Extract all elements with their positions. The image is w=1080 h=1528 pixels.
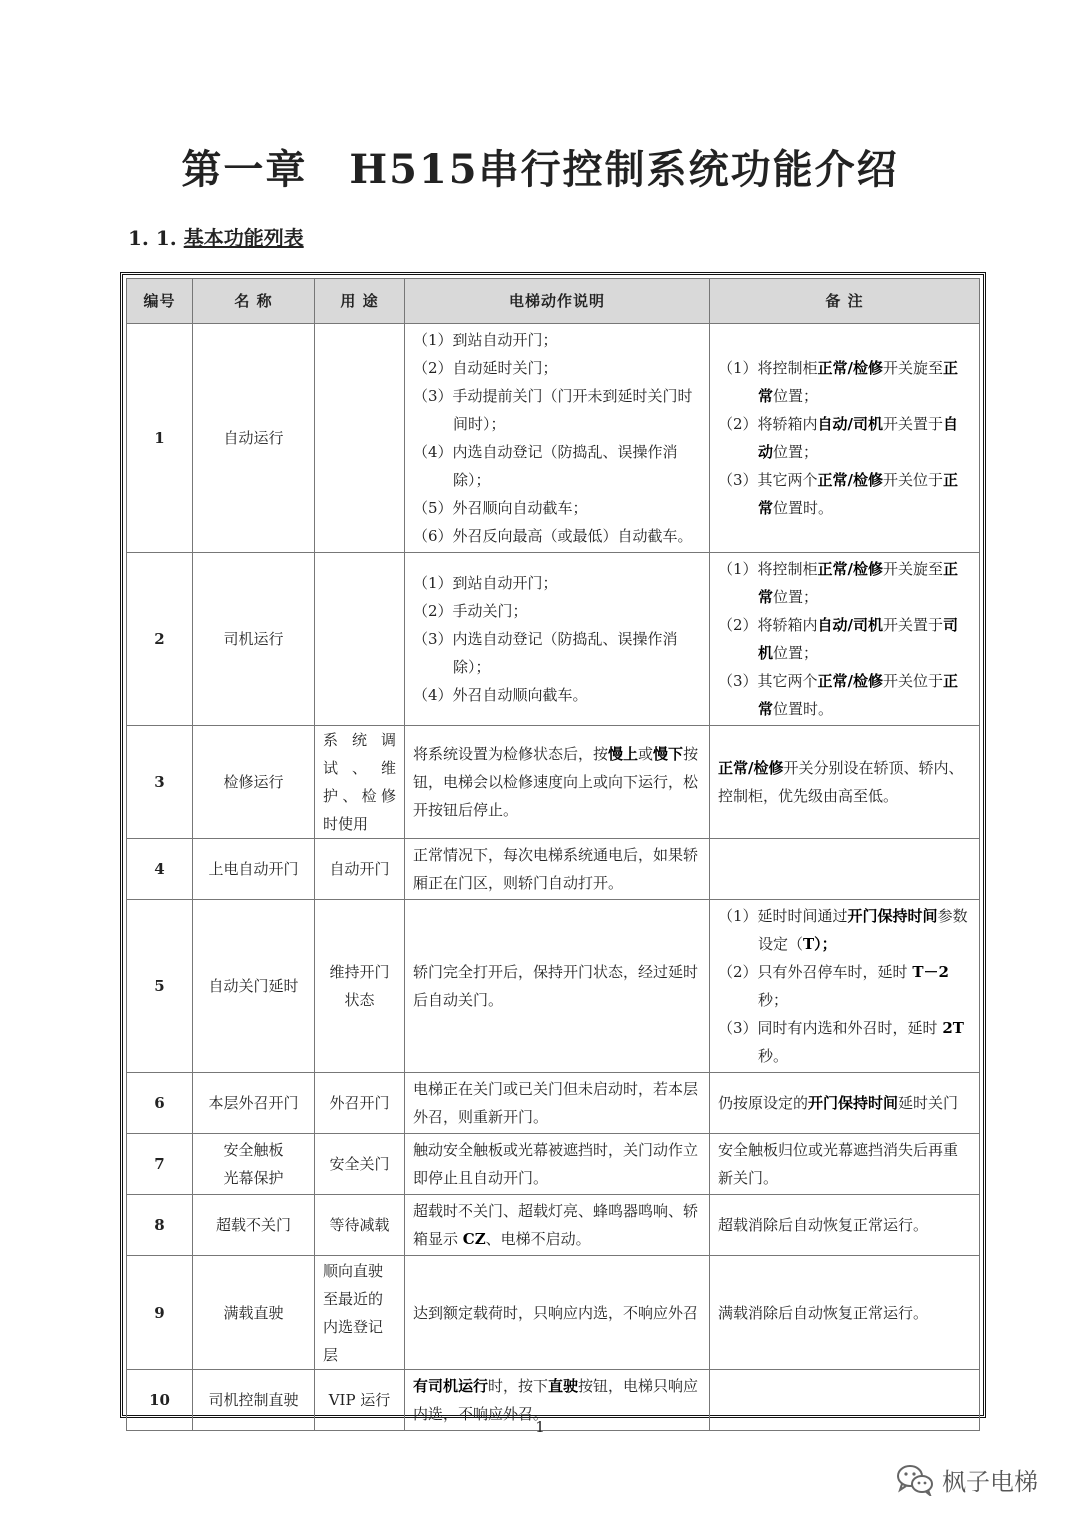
row-number: 6 bbox=[127, 1073, 193, 1134]
watermark bbox=[896, 1462, 1038, 1497]
table-row bbox=[127, 726, 980, 839]
note-item: （2）只有外召停车时，延时 T－2秒； bbox=[718, 963, 949, 1009]
row-name: 超载不关门 bbox=[193, 1195, 315, 1256]
row-name bbox=[193, 1134, 315, 1195]
row-purpose: 系统调试、维护、检修时使用 bbox=[315, 726, 405, 839]
action-item: （3）手动提前关门（门开未到延时关门时间时）； bbox=[413, 387, 693, 433]
note-item: （3）同时有内选和外召时，延时 2T秒。 bbox=[718, 1019, 964, 1065]
header-number: 编号 bbox=[127, 279, 193, 324]
table-row bbox=[127, 553, 980, 726]
table-row bbox=[127, 900, 980, 1073]
action-item: （6）外召反向最高（或最低）自动截车。 bbox=[413, 527, 693, 545]
row-purpose: 自动开门 bbox=[315, 839, 405, 900]
note-item: （2）将轿箱内自动/司机开关置于司机位置； bbox=[718, 616, 959, 662]
row-purpose: 顺向直驶至最近的内选登记层 bbox=[315, 1256, 405, 1370]
watermark-text: 枫子电梯 bbox=[942, 1468, 1038, 1496]
note-item: （1）将控制柜正常/检修开关旋至正常位置； bbox=[718, 560, 959, 606]
row-notes bbox=[710, 839, 980, 900]
row-actions: 电梯正在关门或已关门但未启动时，若本层外召，则重新开门。 bbox=[405, 1073, 710, 1134]
row-purpose: VIP 运行 bbox=[315, 1370, 405, 1431]
row-actions: 超载时不关门、超载灯亮、蜂鸣器鸣响、轿箱显示 CZ、电梯不启动。 bbox=[405, 1195, 710, 1256]
function-table-frame bbox=[120, 272, 986, 1423]
row-name: 满载直驶 bbox=[193, 1256, 315, 1370]
table-header-row bbox=[127, 279, 980, 324]
row-number: 7 bbox=[127, 1134, 193, 1195]
action-item: （5）外召顺向自动截车； bbox=[413, 499, 588, 517]
row-purpose: 安全关门 bbox=[315, 1134, 405, 1195]
wechat-icon bbox=[896, 1464, 934, 1496]
note-item: （3）其它两个正常/检修开关位于正常位置时。 bbox=[718, 471, 959, 517]
note-item: （3）其它两个正常/检修开关位于正常位置时。 bbox=[718, 672, 959, 718]
row-actions: 达到额定载荷时，只响应内选，不响应外召 bbox=[405, 1256, 710, 1370]
row-actions: 正常情况下，每次电梯系统通电后，如果轿厢正在门区，则轿门自动打开。 bbox=[405, 839, 710, 900]
header-actions: 电梯动作说明 bbox=[405, 279, 710, 324]
row-number: 10 bbox=[127, 1370, 193, 1431]
row-name-line: 安全触板 bbox=[223, 1141, 284, 1159]
chapter-label: 第一章 bbox=[181, 146, 308, 193]
action-item: （4）外召自动顺向截车。 bbox=[413, 686, 588, 704]
row-number: 9 bbox=[127, 1256, 193, 1370]
action-item: （2）自动延时关门； bbox=[413, 359, 558, 377]
row-actions: 轿门完全打开后，保持开门状态，经过延时后自动关门。 bbox=[405, 900, 710, 1073]
table-row bbox=[127, 1134, 980, 1195]
row-purpose: 外召开门 bbox=[315, 1073, 405, 1134]
row-number: 3 bbox=[127, 726, 193, 839]
row-actions: 有司机运行时，按下直驶按钮，电梯只响应内选，不响应外召。 bbox=[405, 1370, 710, 1431]
row-name: 司机控制直驶 bbox=[193, 1370, 315, 1431]
row-notes: 仍按原设定的开门保持时间延时关门 bbox=[710, 1073, 980, 1134]
row-name: 上电自动开门 bbox=[193, 839, 315, 900]
table-row bbox=[127, 324, 980, 553]
table-row bbox=[127, 1073, 980, 1134]
row-notes bbox=[710, 553, 980, 726]
row-number: 8 bbox=[127, 1195, 193, 1256]
action-item: （3）内选自动登记（防捣乱、误操作消除）； bbox=[413, 630, 678, 676]
row-purpose bbox=[315, 324, 405, 553]
action-item: （4）内选自动登记（防捣乱、误操作消除）； bbox=[413, 443, 678, 489]
action-item: （2）手动关门； bbox=[413, 602, 528, 620]
action-item: （1）到站自动开门； bbox=[413, 574, 558, 592]
row-number: 4 bbox=[127, 839, 193, 900]
row-name: 自动运行 bbox=[193, 324, 315, 553]
action-item: （1）到站自动开门； bbox=[413, 331, 558, 349]
section-title: 基本功能列表 bbox=[183, 226, 304, 250]
table-row bbox=[127, 1256, 980, 1370]
row-number: 5 bbox=[127, 900, 193, 1073]
row-number: 1 bbox=[127, 324, 193, 553]
row-notes: 满载消除后自动恢复正常运行。 bbox=[710, 1256, 980, 1370]
row-actions bbox=[405, 553, 710, 726]
table-row bbox=[127, 1195, 980, 1256]
row-name: 本层外召开门 bbox=[193, 1073, 315, 1134]
row-actions bbox=[405, 324, 710, 553]
chapter-name: H515串行控制系统功能介绍 bbox=[349, 146, 899, 193]
note-item: （2）将轿箱内自动/司机开关置于自动位置； bbox=[718, 415, 959, 461]
header-purpose: 用 途 bbox=[315, 279, 405, 324]
note-item: （1）延时时间通过开门保持时间参数设定（T）； bbox=[718, 907, 968, 953]
row-number: 2 bbox=[127, 553, 193, 726]
page-number: 1 bbox=[535, 1418, 545, 1436]
row-notes: 安全触板归位或光幕遮挡消失后再重新关门。 bbox=[710, 1134, 980, 1195]
chapter-title bbox=[0, 138, 1080, 195]
table-row bbox=[127, 839, 980, 900]
row-notes: 超载消除后自动恢复正常运行。 bbox=[710, 1195, 980, 1256]
row-name: 司机运行 bbox=[193, 553, 315, 726]
row-purpose: 维持开门状态 bbox=[315, 900, 405, 1073]
row-notes bbox=[710, 324, 980, 553]
section-heading bbox=[128, 222, 304, 251]
row-name-line: 光幕保护 bbox=[223, 1169, 284, 1187]
row-actions: 触动安全触板或光幕被遮挡时，关门动作立即停止且自动开门。 bbox=[405, 1134, 710, 1195]
header-notes: 备 注 bbox=[710, 279, 980, 324]
row-name: 自动关门延时 bbox=[193, 900, 315, 1073]
note-item: （1）将控制柜正常/检修开关旋至正常位置； bbox=[718, 359, 959, 405]
header-name: 名 称 bbox=[193, 279, 315, 324]
row-name: 检修运行 bbox=[193, 726, 315, 839]
row-notes: 正常/检修开关分别设在轿顶、轿内、控制柜，优先级由高至低。 bbox=[710, 726, 980, 839]
function-table bbox=[126, 278, 980, 1431]
row-purpose bbox=[315, 553, 405, 726]
row-purpose: 等待减载 bbox=[315, 1195, 405, 1256]
row-notes bbox=[710, 900, 980, 1073]
row-actions: 将系统设置为检修状态后，按慢上或慢下按钮，电梯会以检修速度向上或向下运行，松开按钮后停止。 bbox=[405, 726, 710, 839]
section-number: 1. 1. bbox=[128, 226, 177, 250]
